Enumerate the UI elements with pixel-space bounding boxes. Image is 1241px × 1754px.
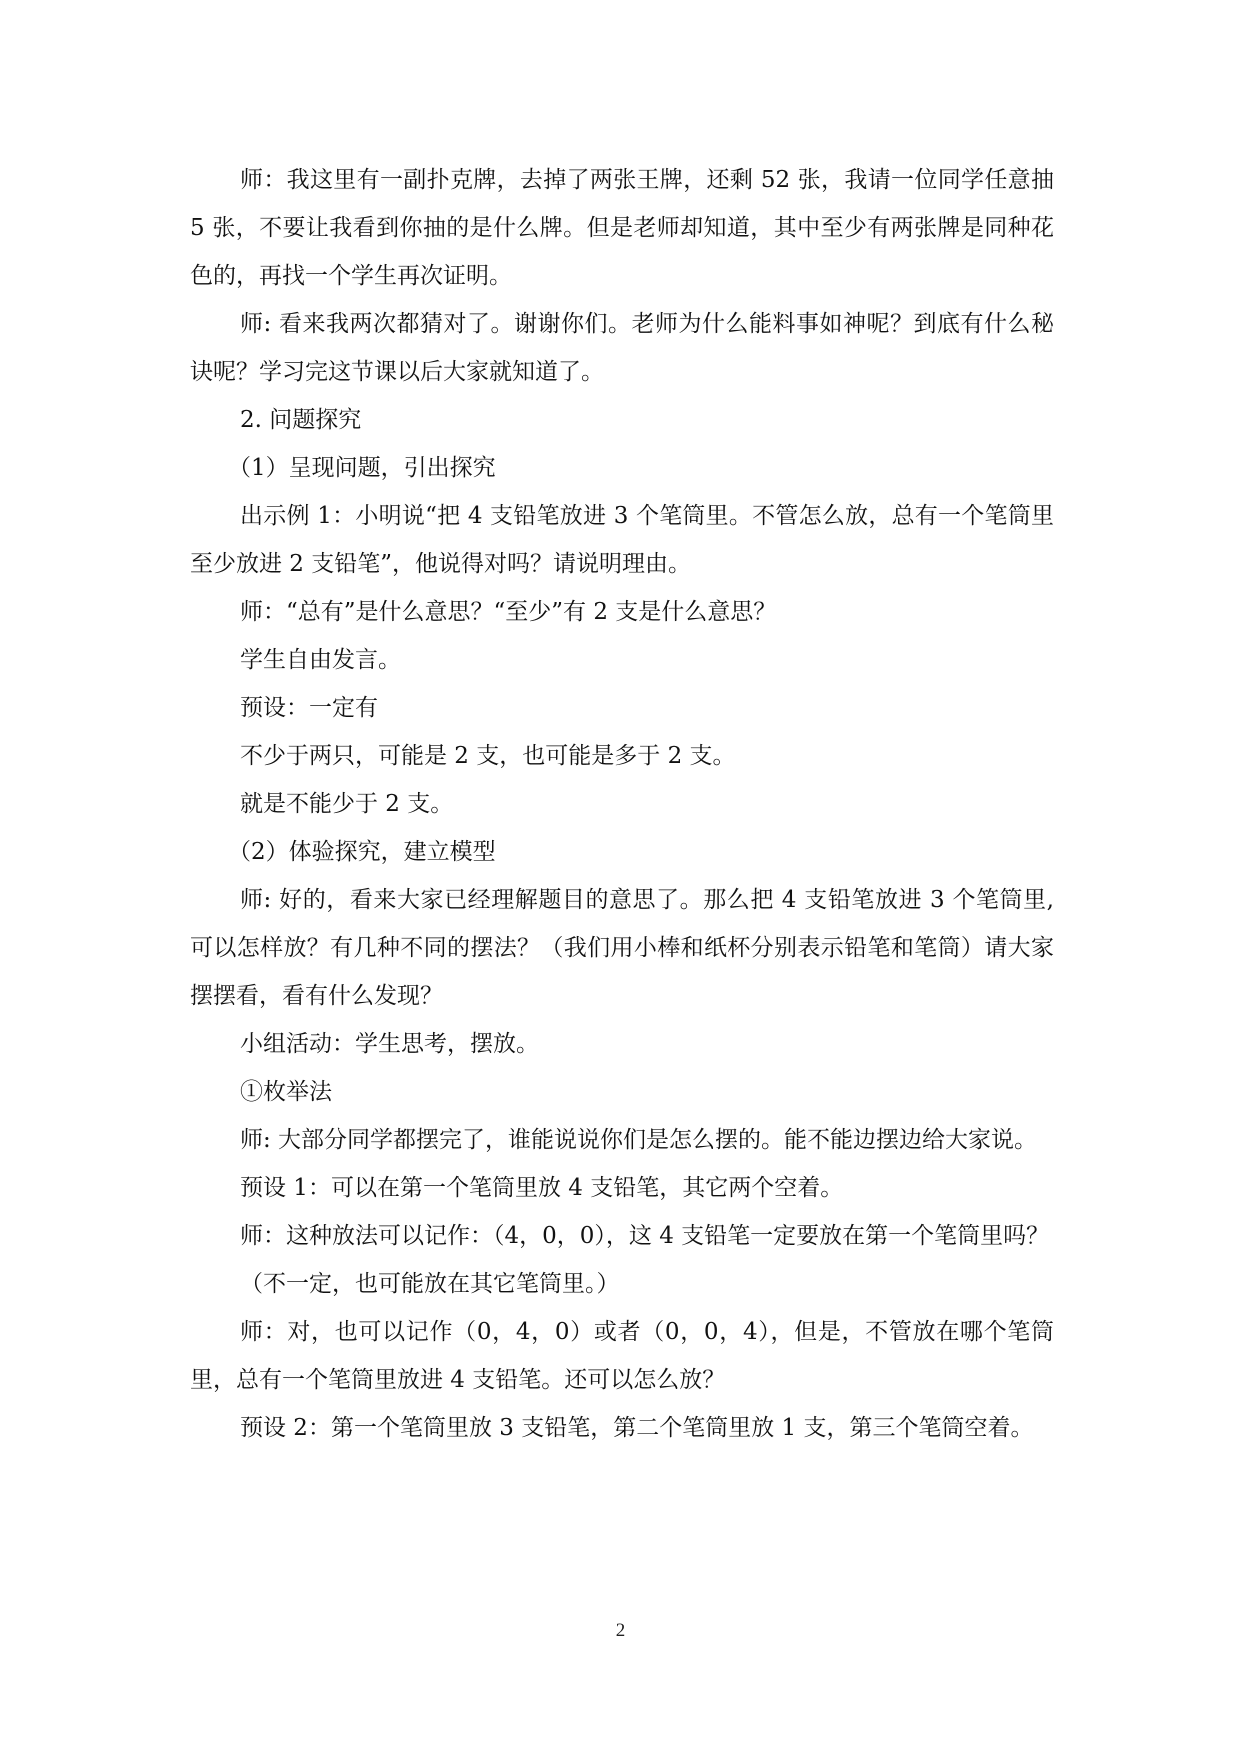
paragraph-students-speak: 学生自由发言。 (240, 647, 401, 673)
paragraph-teacher-guess: 师: 看来我两次都猜对了。谢谢你们。老师为什么能料事如神呢？到底有什么秘诀呢？学习完这节课以后大家就知道了。 (190, 311, 1054, 385)
paragraph-example-1: 出示例 1：小明说“把 4 支铅笔放进 3 个笔筒里。不管怎么放，总有一个笔筒里至少放进 2 支铅笔”，他说得对吗？请说明理由。 (190, 503, 1054, 577)
paragraph-not-less-than-two: 不少于两只，可能是 2 支，也可能是多于 2 支。 (240, 743, 736, 769)
subheading-experience-inquiry: （2）体验探究，建立模型 (228, 839, 496, 865)
paragraph-not-necessarily: （不一定，也可能放在其它笔筒里。） (240, 1271, 620, 1297)
paragraph-teacher-other-notation: 师：对，也可以记作（0，4，0）或者（0，0，4），但是，不管放在哪个笔筒里，总有一个笔筒里放进 4 支铅笔。还可以怎么放？ (190, 1319, 1054, 1393)
subheading-enumeration: ①枚举法 (240, 1079, 332, 1105)
paragraph-teacher-poker: 师：我这里有一副扑克牌，去掉了两张王牌，还剩 52 张，我请一位同学任意抽 5 张，不要让我看到你抽的是什么牌。但是老师却知道，其中至少有两张牌是同种花色的，再找一个学生再次证明。 (190, 167, 1054, 289)
paragraph-teacher-question: 师：“总有”是什么意思？“至少”有 2 支是什么意思？ (240, 599, 777, 625)
paragraph-cannot-less-than-two: 就是不能少于 2 支。 (240, 791, 454, 817)
paragraph-teacher-arrangements: 师: 好的，看来大家已经理解题目的意思了。那么把 4 支铅笔放进 3 个笔筒里,可以怎样放？有几种不同的摆法？（我们用小棒和纸杯分别表示铅笔和笔筒）请大家摆摆看，看有什么发现？ (190, 887, 1054, 1009)
paragraph-preset-2: 预设 2：第一个笔筒里放 3 支铅笔，第二个笔筒里放 1 支，第三个笔筒空着。 (240, 1415, 1034, 1441)
paragraph-preset-1: 预设 1：可以在第一个笔筒里放 4 支铅笔，其它两个空着。 (240, 1175, 844, 1201)
document-body (190, 156, 1054, 1452)
paragraph-teacher-notation: 师：这种放法可以记作：（4，0，0），这 4 支铅笔一定要放在第一个笔筒里吗？ (240, 1223, 1050, 1249)
section-heading-problem-inquiry: 2. 问题探究 (240, 407, 362, 433)
subheading-present-problem: （1）呈现问题，引出探究 (228, 455, 496, 481)
paragraph-group-activity: 小组活动：学生思考，摆放。 (240, 1031, 539, 1057)
paragraph-teacher-explain: 师: 大部分同学都摆完了，谁能说说你们是怎么摆的。能不能边摆边给大家说。 (240, 1127, 1038, 1153)
paragraph-preset: 预设：一定有 (240, 695, 378, 721)
page-number: 2 (615, 1620, 626, 1641)
